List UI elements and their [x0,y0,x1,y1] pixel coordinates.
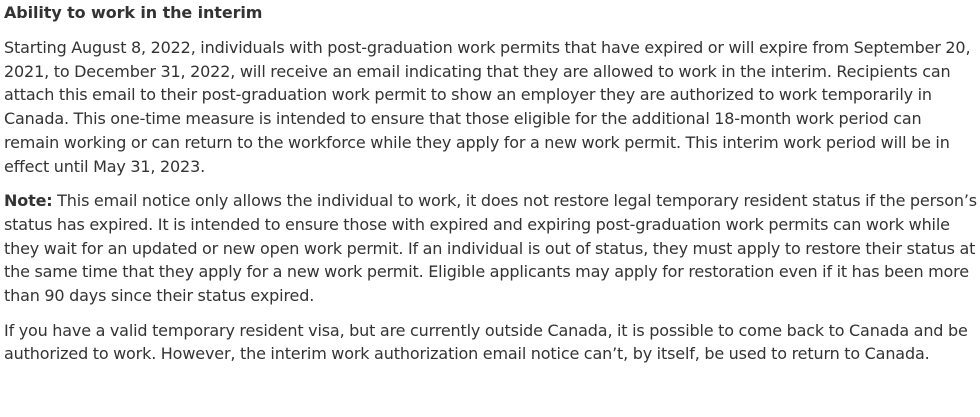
interim-work-paragraph: Starting August 8, 2022, individuals with post-graduation work permits that have expired or will expire from September 20, 2021, to December 31, 2022, will receive an email indicating that they are allowed to work in the interim. Recipients can attach this email to their post-graduation work permit to show an employer they are authorized to work temporarily in Canada. This one-time measure is intended to ensure that those eligible for the additional 18-month work period can remain working or can return to the workforce while they apply for a new work permit. This interim work period will be in effect until May 31, 2023. [4,38,971,176]
note-paragraph [4,189,980,308]
visa-paragraph: If you have a valid temporary resident visa, but are currently outside Canada, it is possible to come back to Canada and be authorized to work. However, the interim work authorization email notice can’t, by itself, be used to return to Canada. [4,320,968,364]
note-label: Note: [4,191,53,211]
note-text: This email notice only allows the individual to work, it does not restore legal temporary resident status if the person’s status has expired. It is intended to ensure those with expired and expiring post-graduation work permits can work while they wait for an updated or new open work permit. If an individual is out of status, they must apply to restore their status at the same time that they apply for a new work permit. Eligible applicants may apply for restoration even if it has been more than 90 days since their status expired. [4,191,977,306]
section-heading: Ability to work in the interim [4,3,263,22]
